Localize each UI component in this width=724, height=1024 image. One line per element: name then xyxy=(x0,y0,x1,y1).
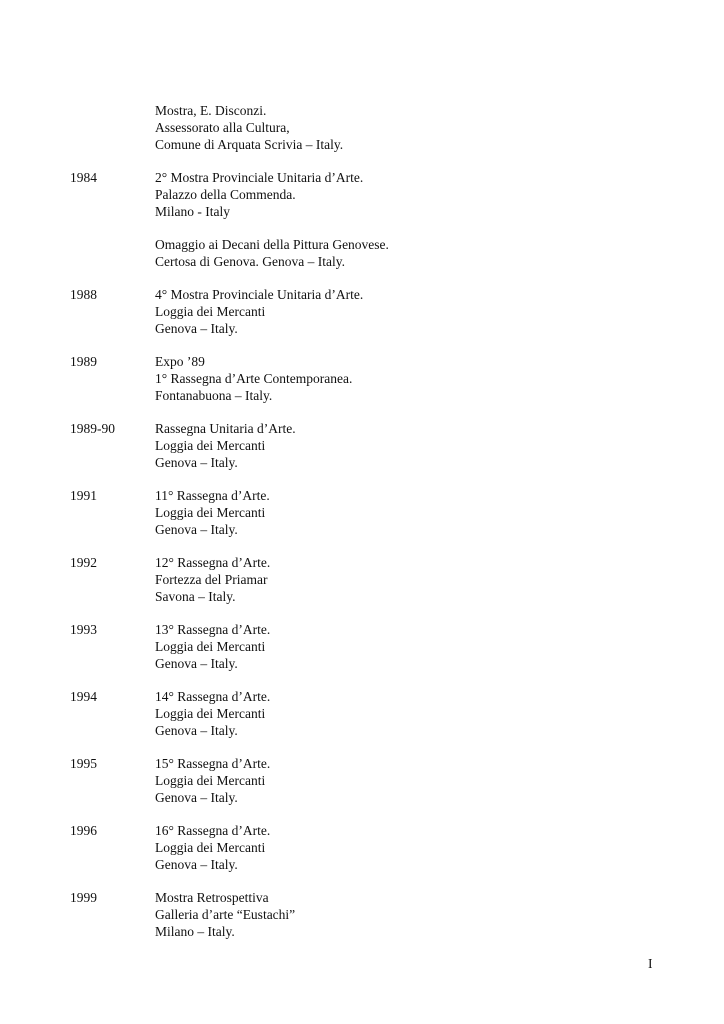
entry-details xyxy=(155,169,670,270)
entry-details xyxy=(155,621,670,672)
exhibition-line: Rassegna Unitaria d’Arte. xyxy=(155,421,296,436)
exhibition-line: Milano - Italy xyxy=(155,204,230,219)
exhibition-line: Loggia dei Mercanti xyxy=(155,438,266,453)
exhibition-line: Milano – Italy. xyxy=(155,924,235,939)
exhibition-entry xyxy=(70,822,670,873)
exhibition-line: 15° Rassegna d’Arte. xyxy=(155,756,271,771)
exhibition-line: Genova – Italy. xyxy=(155,723,238,738)
exhibition-line: Assessorato alla Cultura, xyxy=(155,120,290,135)
entry-year: 1995 xyxy=(70,756,97,771)
entry-year: 1994 xyxy=(70,689,97,704)
entry-details xyxy=(155,822,670,873)
entry-year: 1996 xyxy=(70,823,97,838)
exhibition-line: Genova – Italy. xyxy=(155,522,238,537)
exhibition-line: 11° Rassegna d’Arte. xyxy=(155,488,270,503)
entry-year: 1989-90 xyxy=(70,421,115,436)
exhibition-line: Genova – Italy. xyxy=(155,455,238,470)
exhibition-line: Genova – Italy. xyxy=(155,321,238,336)
exhibition-line: Mostra Retrospettiva xyxy=(155,890,269,905)
exhibition-entry xyxy=(70,169,670,270)
entry-details xyxy=(155,102,670,153)
entry-details xyxy=(155,286,670,337)
exhibition-block xyxy=(155,420,670,471)
exhibition-entry xyxy=(70,487,670,538)
entry-details xyxy=(155,554,670,605)
entry-year: 1993 xyxy=(70,622,97,637)
exhibition-line: 16° Rassegna d’Arte. xyxy=(155,823,271,838)
entry-year: 1999 xyxy=(70,890,97,905)
page-number: I xyxy=(648,956,653,971)
exhibition-block xyxy=(155,353,670,404)
exhibition-block xyxy=(155,755,670,806)
exhibition-line: Savona – Italy. xyxy=(155,589,236,604)
exhibition-line: Certosa di Genova. Genova – Italy. xyxy=(155,254,345,269)
entry-details xyxy=(155,487,670,538)
exhibition-line: Expo ’89 xyxy=(155,354,205,369)
exhibition-line: Genova – Italy. xyxy=(155,790,238,805)
exhibition-block xyxy=(155,688,670,739)
exhibition-line: 4° Mostra Provinciale Unitaria d’Arte. xyxy=(155,287,364,302)
exhibition-entry xyxy=(70,286,670,337)
exhibition-block xyxy=(155,822,670,873)
exhibition-line: Loggia dei Mercanti xyxy=(155,706,266,721)
exhibition-line: Fortezza del Priamar xyxy=(155,572,268,587)
exhibition-line: Galleria d’arte “Eustachi” xyxy=(155,907,296,922)
entry-year: 1988 xyxy=(70,287,97,302)
exhibition-entry xyxy=(70,420,670,471)
exhibition-line: Genova – Italy. xyxy=(155,857,238,872)
exhibition-line: Fontanabuona – Italy. xyxy=(155,388,273,403)
entry-details xyxy=(155,353,670,404)
entry-year: 1991 xyxy=(70,488,97,503)
exhibition-line: Loggia dei Mercanti xyxy=(155,840,266,855)
entry-year xyxy=(70,102,155,153)
exhibition-line: Omaggio ai Decani della Pittura Genovese. xyxy=(155,237,389,252)
entry-details xyxy=(155,420,670,471)
exhibition-line: 13° Rassegna d’Arte. xyxy=(155,622,271,637)
exhibition-block xyxy=(155,286,670,337)
exhibition-entry xyxy=(70,102,670,153)
exhibition-block xyxy=(155,169,670,220)
exhibition-entry xyxy=(70,755,670,806)
exhibition-line: Loggia dei Mercanti xyxy=(155,304,266,319)
exhibition-line: 12° Rassegna d’Arte. xyxy=(155,555,271,570)
exhibition-list xyxy=(70,102,670,940)
exhibition-line: 1° Rassegna d’Arte Contemporanea. xyxy=(155,371,353,386)
entry-year: 1992 xyxy=(70,555,97,570)
exhibition-line: Comune di Arquata Scrivia – Italy. xyxy=(155,137,344,152)
exhibition-line: Genova – Italy. xyxy=(155,656,238,671)
exhibition-entry xyxy=(70,621,670,672)
exhibition-block xyxy=(155,487,670,538)
exhibition-line: Loggia dei Mercanti xyxy=(155,773,266,788)
exhibition-block xyxy=(155,554,670,605)
exhibition-block xyxy=(155,236,670,270)
exhibition-line: Loggia dei Mercanti xyxy=(155,505,266,520)
exhibition-line: 14° Rassegna d’Arte. xyxy=(155,689,271,704)
entry-details xyxy=(155,688,670,739)
exhibition-line: Palazzo della Commenda. xyxy=(155,187,296,202)
exhibition-block xyxy=(155,621,670,672)
entry-details xyxy=(155,889,670,940)
exhibition-entry xyxy=(70,353,670,404)
exhibition-line: 2° Mostra Provinciale Unitaria d’Arte. xyxy=(155,170,364,185)
exhibition-entry xyxy=(70,889,670,940)
exhibition-block xyxy=(155,889,670,940)
exhibition-line: Loggia dei Mercanti xyxy=(155,639,266,654)
exhibition-entry xyxy=(70,554,670,605)
exhibition-line: Mostra, E. Disconzi. xyxy=(155,103,267,118)
exhibition-entry xyxy=(70,688,670,739)
exhibition-block xyxy=(155,102,670,153)
entry-year: 1984 xyxy=(70,170,97,185)
entry-year: 1989 xyxy=(70,354,97,369)
entry-details xyxy=(155,755,670,806)
